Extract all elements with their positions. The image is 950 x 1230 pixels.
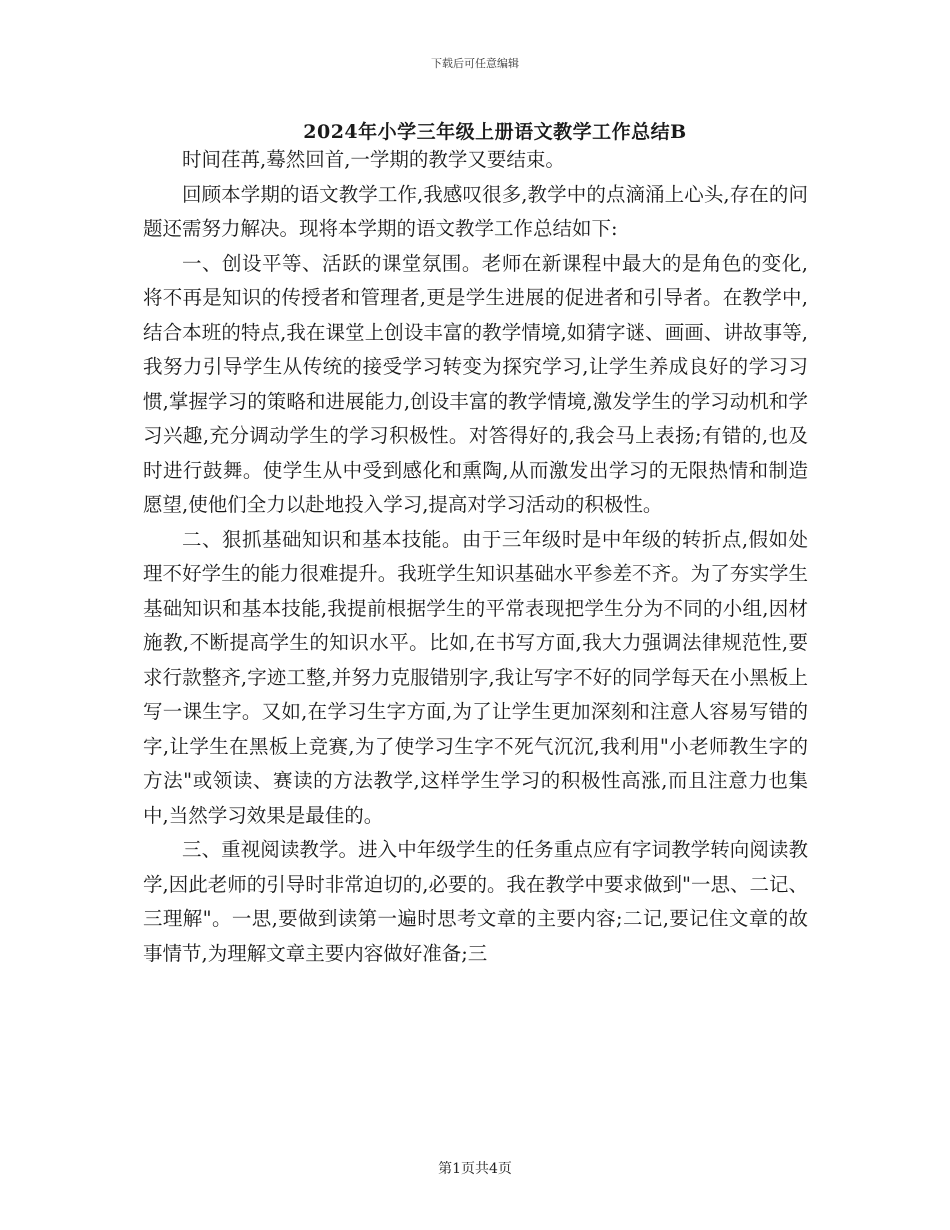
paragraph-1: 时间荏苒,蓦然回首,一学期的教学又要结束。 <box>182 148 565 171</box>
document-body <box>143 143 808 971</box>
page-footer: 第1页共4页 <box>438 1161 512 1177</box>
paragraph-5: 三、重视阅读教学。进入中年级学生的任务重点应有字词教学转向阅读教学,因此老师的引导时非常迫切的,必要的。我在教学中要求做到"一思、二记、三理解"。一思,要做到读第一遍时思考文章的主要内容;二记,要记住文章的故事情节,为理解文章主要内容做好准备;三 <box>143 838 808 965</box>
paragraph-3: 一、创设平等、活跃的课堂氛围。老师在新课程中最大的是角色的变化,将不再是知识的传授者和管理者,更是学生进展的促进者和引导者。在教学中,结合本班的特点,我在课堂上创设丰富的教学情境,如猜字谜、画画、讲故事等,我努力引导学生从传统的接受学习转变为探究学习,让学生养成良好的学习习惯,掌握学习的策略和进展能力,创设丰富的教学情境,激发学生的学习动机和学习兴趣,充分调动学生的学习积极性。对答得好的,我会马上表扬;有错的,也及时进行鼓舞。使学生从中受到感化和熏陶,从而激发出学习的无限热情和制造愿望,使他们全力以赴地投入学习,提高对学习活动的积极性。 <box>143 251 808 516</box>
paragraph-2: 回顾本学期的语文教学工作,我感叹很多,教学中的点滴涌上心头,存在的问题还需努力解决。现将本学期的语文教学工作总结如下: <box>143 182 808 240</box>
document-title: 2024年小学三年级上册语文教学工作总结B <box>303 121 687 143</box>
paragraph-4: 二、狠抓基础知识和基本技能。由于三年级时是中年级的转折点,假如处理不好学生的能力很难提升。我班学生知识基础水平参差不齐。为了夯实学生基础知识和基本技能,我提前根据学生的平常表现把学生分为不同的小组,因材施教,不断提高学生的知识水平。比如,在书写方面,我大力强调法律规范性,要求行款整齐,字迹工整,并努力克服错别字,我让写字不好的同学每天在小黑板上写一课生字。又如,在学习生字方面,为了让学生更加深刻和注意人容易写错的字,让学生在黑板上竞赛,为了使学习生字不死气沉沉,我利用"小老师教生字的方法"或领读、赛读的方法教学,这样学生学习的积极性高涨,而且注意力也集中,当然学习效果是最佳的。 <box>143 527 808 827</box>
header-note: 下载后可任意编辑 <box>431 57 519 70</box>
